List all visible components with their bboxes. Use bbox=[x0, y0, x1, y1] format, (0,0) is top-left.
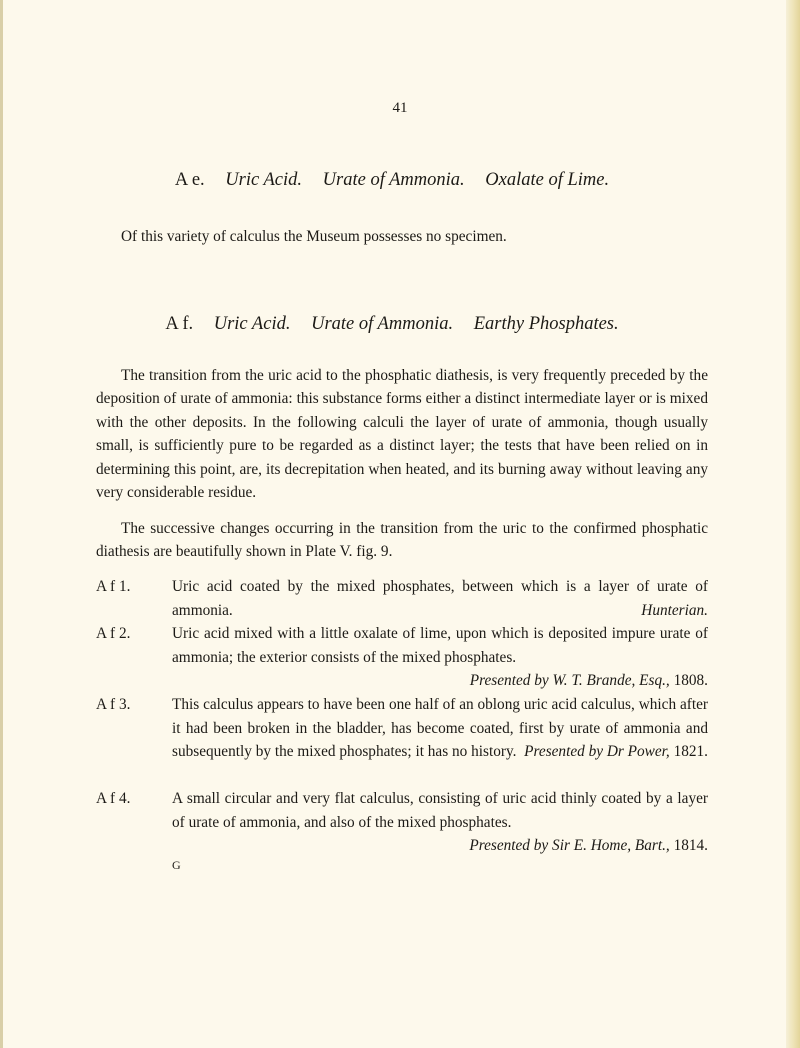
entry-label: A f 2. bbox=[96, 625, 131, 642]
entry-text: This calculus appears to have been one half of an oblong uric acid calculus, which after it had been broken in the bladder, has become coated, first by urate of ammonia and subsequently by the mixed phosphates; it has no history. bbox=[172, 696, 708, 760]
entry-source-name: Presented by W. T. Brande, Esq., bbox=[469, 672, 670, 689]
entry-source-name: Hunterian. bbox=[641, 601, 708, 619]
section-prefix: A e. bbox=[174, 170, 205, 190]
entry-source bbox=[524, 740, 708, 764]
section-term: Uric Acid. bbox=[225, 170, 303, 190]
section-term: Urate of Ammonia. bbox=[311, 314, 454, 334]
entry-source bbox=[469, 834, 708, 858]
entry-text: Uric acid coated by the mixed phosphates, between which is a layer of urate of ammonia. bbox=[172, 578, 708, 619]
entry-body bbox=[172, 693, 708, 764]
catalogue-entry bbox=[96, 575, 708, 622]
catalogue-entry bbox=[96, 693, 708, 764]
section-term: Urate of Ammonia. bbox=[322, 170, 465, 190]
section-af-paragraph-2: The successive changes occurring in the transition from the uric to the confirmed phosphatic diathesis are beautifully shown in Plate V. fig. 9. bbox=[96, 520, 708, 561]
signature-mark: G bbox=[172, 858, 181, 872]
page-right-edge bbox=[786, 0, 800, 1048]
section-prefix: A f. bbox=[165, 314, 194, 334]
entry-date: 1814. bbox=[673, 837, 708, 854]
entry-body bbox=[172, 787, 708, 858]
entry-label: A f 3. bbox=[96, 696, 131, 713]
page-left-edge bbox=[0, 0, 3, 1048]
entry-source bbox=[641, 599, 708, 623]
entry-source-name: Presented by Sir E. Home, Bart., bbox=[469, 837, 670, 854]
entry-text: A small circular and very flat calculus, consisting of uric acid thinly coated by a layer of urate of ammonia, and also of the mixed phosphates. bbox=[172, 790, 708, 831]
entry-date: 1821. bbox=[673, 743, 708, 760]
section-ae-text: Of this variety of calculus the Museum possesses no specimen. bbox=[121, 228, 507, 245]
entry-source bbox=[470, 669, 708, 693]
catalogue-entry bbox=[96, 787, 708, 858]
entry-label: A f 4. bbox=[96, 790, 131, 807]
entry-text: Uric acid mixed with a little oxalate of lime, upon which is deposited impure urate of ammonia; the exterior consists of the mixed phosphates. bbox=[172, 625, 708, 666]
section-af-paragraph-1: The transition from the uric acid to the phosphatic diathesis, is very frequently preceded by the deposition of urate of ammonia: this substance forms either a distinct intermediate layer or is mixed with the other deposits. In the following calculi the layer of urate of ammonia, though usually small, is sufficiently pure to be regarded as a distinct layer; the tests that have been relied on in determining this point, are, its decrepitation when heated, and its burning away without leaving any very considerable residue. bbox=[96, 367, 708, 502]
section-heading-af bbox=[0, 314, 792, 335]
entry-body bbox=[172, 622, 708, 693]
section-term: Oxalate of Lime. bbox=[485, 170, 610, 190]
section-term: Earthy Phosphates. bbox=[473, 314, 619, 334]
entry-date: 1808. bbox=[673, 672, 708, 689]
entry-source-name: Presented by Dr Power, bbox=[524, 743, 670, 760]
entry-body bbox=[172, 575, 708, 622]
section-term: Uric Acid. bbox=[213, 314, 291, 334]
entry-label: A f 1. bbox=[96, 578, 131, 595]
section-heading-ae bbox=[0, 170, 792, 191]
page-number: 41 bbox=[392, 100, 408, 116]
catalogue-entry bbox=[96, 622, 708, 693]
